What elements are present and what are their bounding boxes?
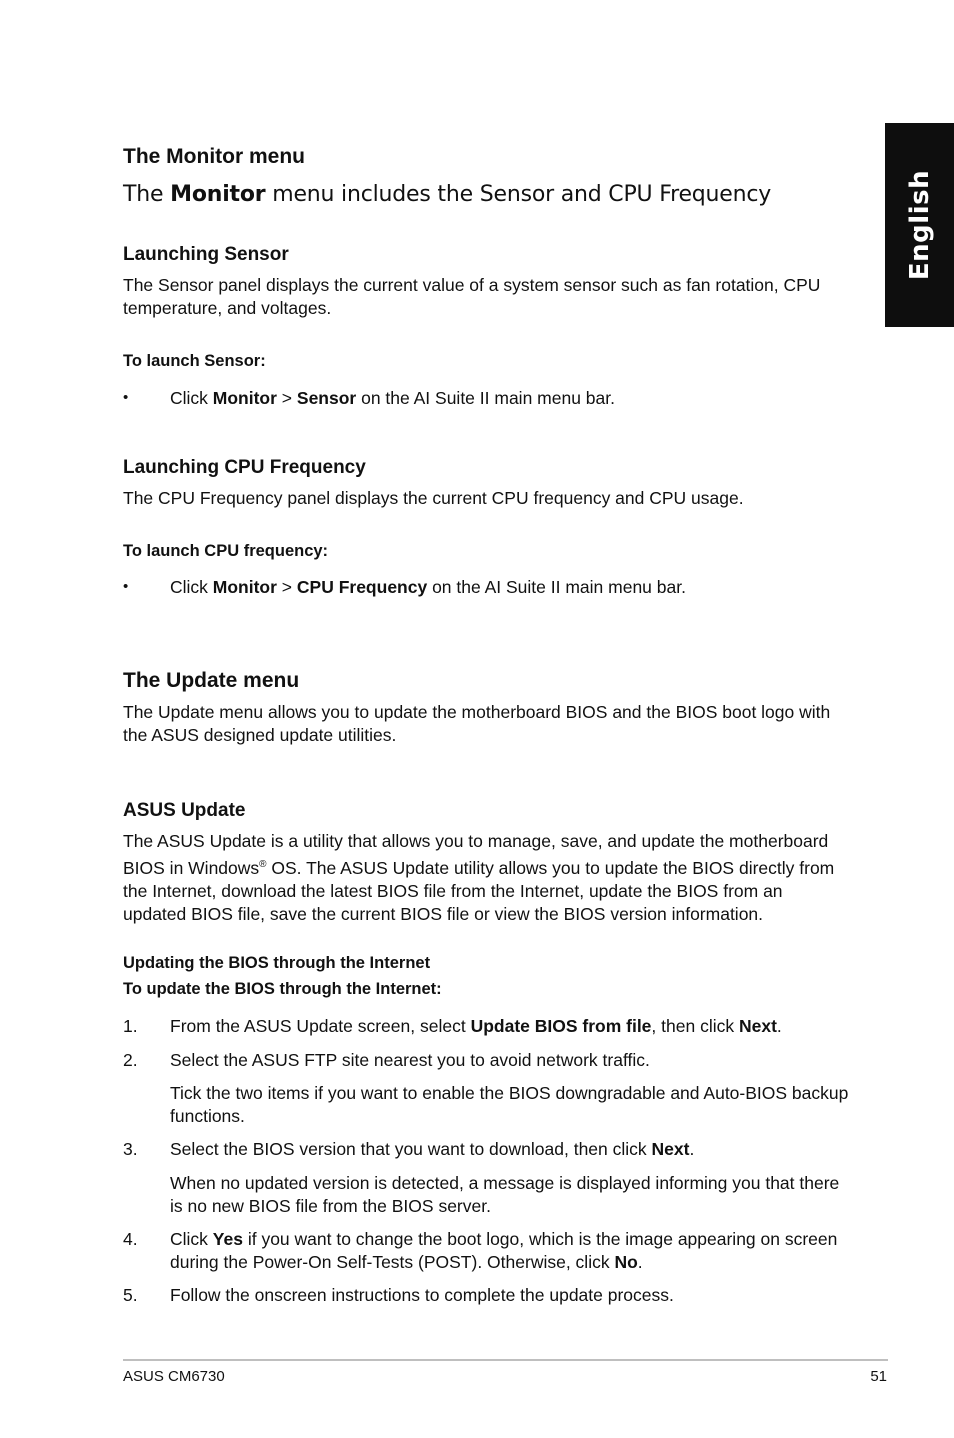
step-number: 2.: [123, 1050, 138, 1070]
asus-update-heading: ASUS Update: [123, 800, 246, 821]
step-2-note: Tick the two items if you want to enable the BIOS downgradable and Auto-BIOS backup functions.: [170, 1083, 849, 1126]
launch-sensor-step: Click Monitor > Sensor on the AI Suite II main menu bar.: [170, 388, 615, 408]
step-5-text: Follow the onscreen instructions to complete the update process.: [170, 1285, 674, 1305]
internet-subheading: To update the BIOS through the Internet:: [123, 980, 442, 998]
update-menu-title: The Update menu: [123, 669, 300, 692]
step-2-text: Select the ASUS FTP site nearest you to avoid network traffic.: [170, 1050, 650, 1070]
registered-mark: ®: [259, 859, 267, 870]
step-3-text: Select the BIOS version that you want to download, then click Next.: [170, 1139, 695, 1159]
footer-product: ASUS CM6730: [123, 1368, 225, 1385]
bullet: •: [123, 578, 129, 595]
step-3-note: When no updated version is detected, a message is displayed informing you that there is no new BIOS file from the BIOS server.: [170, 1173, 840, 1216]
footer-divider: [123, 1359, 888, 1361]
step-number: 5.: [123, 1285, 138, 1305]
launching-sensor-heading: Launching Sensor: [123, 244, 289, 265]
footer-page-number: 51: [870, 1368, 887, 1385]
update-menu-body: The Update menu allows you to update the motherboard BIOS and the BIOS boot logo with the ASUS designed update utilities.: [123, 702, 831, 745]
monitor-menu-title: The Monitor menu: [123, 145, 305, 168]
launching-cpu-body: The CPU Frequency panel displays the current CPU frequency and CPU usage.: [123, 488, 744, 508]
launch-cpu-heading: To launch CPU frequency:: [123, 542, 329, 560]
bullet: •: [123, 389, 129, 406]
internet-heading: Updating the BIOS through the Internet: [123, 954, 431, 972]
step-number: 4.: [123, 1229, 138, 1249]
asus-update-body: The ASUS Update is a utility that allows you to manage, save, and update the motherboard BIOS in Windows® OS. The ASUS Update utility allows you to update the BIOS directly from the Internet, download the latest BIOS file from the Internet, update the BIOS from an updated BIOS file, save the current BIOS file or view the BIOS version information.: [123, 831, 835, 924]
launching-cpu-heading: Launching CPU Frequency: [123, 457, 366, 478]
launch-sensor-heading: To launch Sensor:: [123, 352, 266, 370]
step-4-text: Click Yes if you want to change the boot logo, which is the image appearing on screen during the Power-On Self-Tests (POST). Otherwise, click No.: [170, 1229, 838, 1272]
step-number: 1.: [123, 1016, 138, 1036]
step-number: 3.: [123, 1139, 138, 1159]
language-tab: [885, 123, 954, 327]
monitor-menu-subtitle: The Monitor menu includes the Sensor and CPU Frequency: [123, 182, 772, 207]
launch-cpu-step: Click Monitor > CPU Frequency on the AI Suite II main menu bar.: [170, 577, 686, 597]
step-1-text: From the ASUS Update screen, select Update BIOS from file, then click Next.: [170, 1016, 782, 1036]
language-tab-label: English: [904, 169, 935, 281]
launching-sensor-body: The Sensor panel displays the current value of a system sensor such as fan rotation, CPU temperature, and voltages.: [123, 275, 821, 318]
